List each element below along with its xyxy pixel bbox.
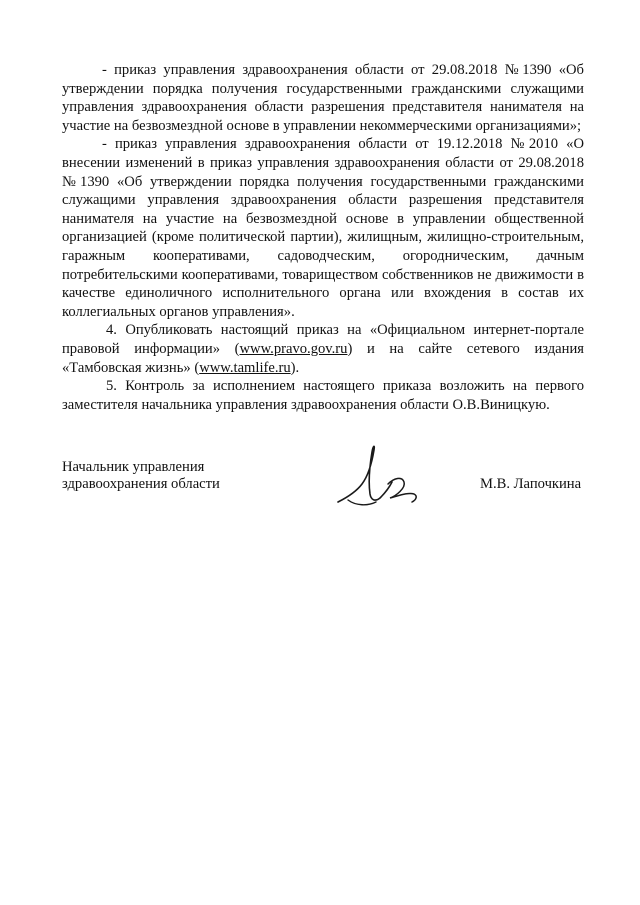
item-4-text-start: 4. Опубликовать настоящий приказ на «Официальном интернет-портале правовой информации» ( bbox=[62, 322, 584, 357]
handwritten-signature bbox=[328, 440, 428, 520]
paragraph-order-1390: - приказ управления здравоохранения области от 29.08.2018 №1390 «Об утверждении порядка получения государственными гражданскими служащими управления здравоохранения области разрешения представителя нанимателя на участие на безвозмездной основе в управлении некоммерческими организациями»; bbox=[62, 62, 584, 134]
signatory-title-line-2: здравоохранения области bbox=[62, 476, 220, 492]
item-4-text-middle: ) и на сайте сетевого издания «Тамбовская жизнь» ( bbox=[62, 340, 584, 376]
paragraph-item-4 bbox=[62, 321, 584, 377]
signatory-title-line-1: Начальник управления bbox=[62, 459, 205, 475]
signatory-name: М.В. Лапочкина bbox=[480, 476, 582, 492]
signatory-title bbox=[62, 459, 220, 493]
pravo-link[interactable]: www.pravo.gov.ru bbox=[239, 340, 348, 357]
tamlife-link[interactable]: www.tamlife.ru bbox=[199, 359, 291, 376]
document-body bbox=[62, 61, 584, 414]
paragraph-item-5: 5. Контроль за исполнением настоящего приказа возложить на первого заместителя начальника управления здравоохранения области О.В.Виницкую. bbox=[62, 378, 584, 413]
item-4-text-end: ). bbox=[290, 359, 300, 376]
paragraph-order-2010: - приказ управления здравоохранения области от 19.12.2018 №2010 «О внесении изменений в приказ управления здравоохранения области от 29.08.2018 №1390 «Об утверждении порядка получения государственными гражданскими служащими управления здравоохранения области разрешения представителя нанимателя на участие на безвозмездной основе в управлении общественной организацией (кроме политической партии), жилищным, жилищно-строительным, гаражным кооперативами, садоводческим, огородническим, дачным потребительскими кооперативами, товариществом собственников не движимости в качестве единоличного исполнительного органа или вхождения в состав их коллегиальных органов управления». bbox=[62, 136, 584, 320]
